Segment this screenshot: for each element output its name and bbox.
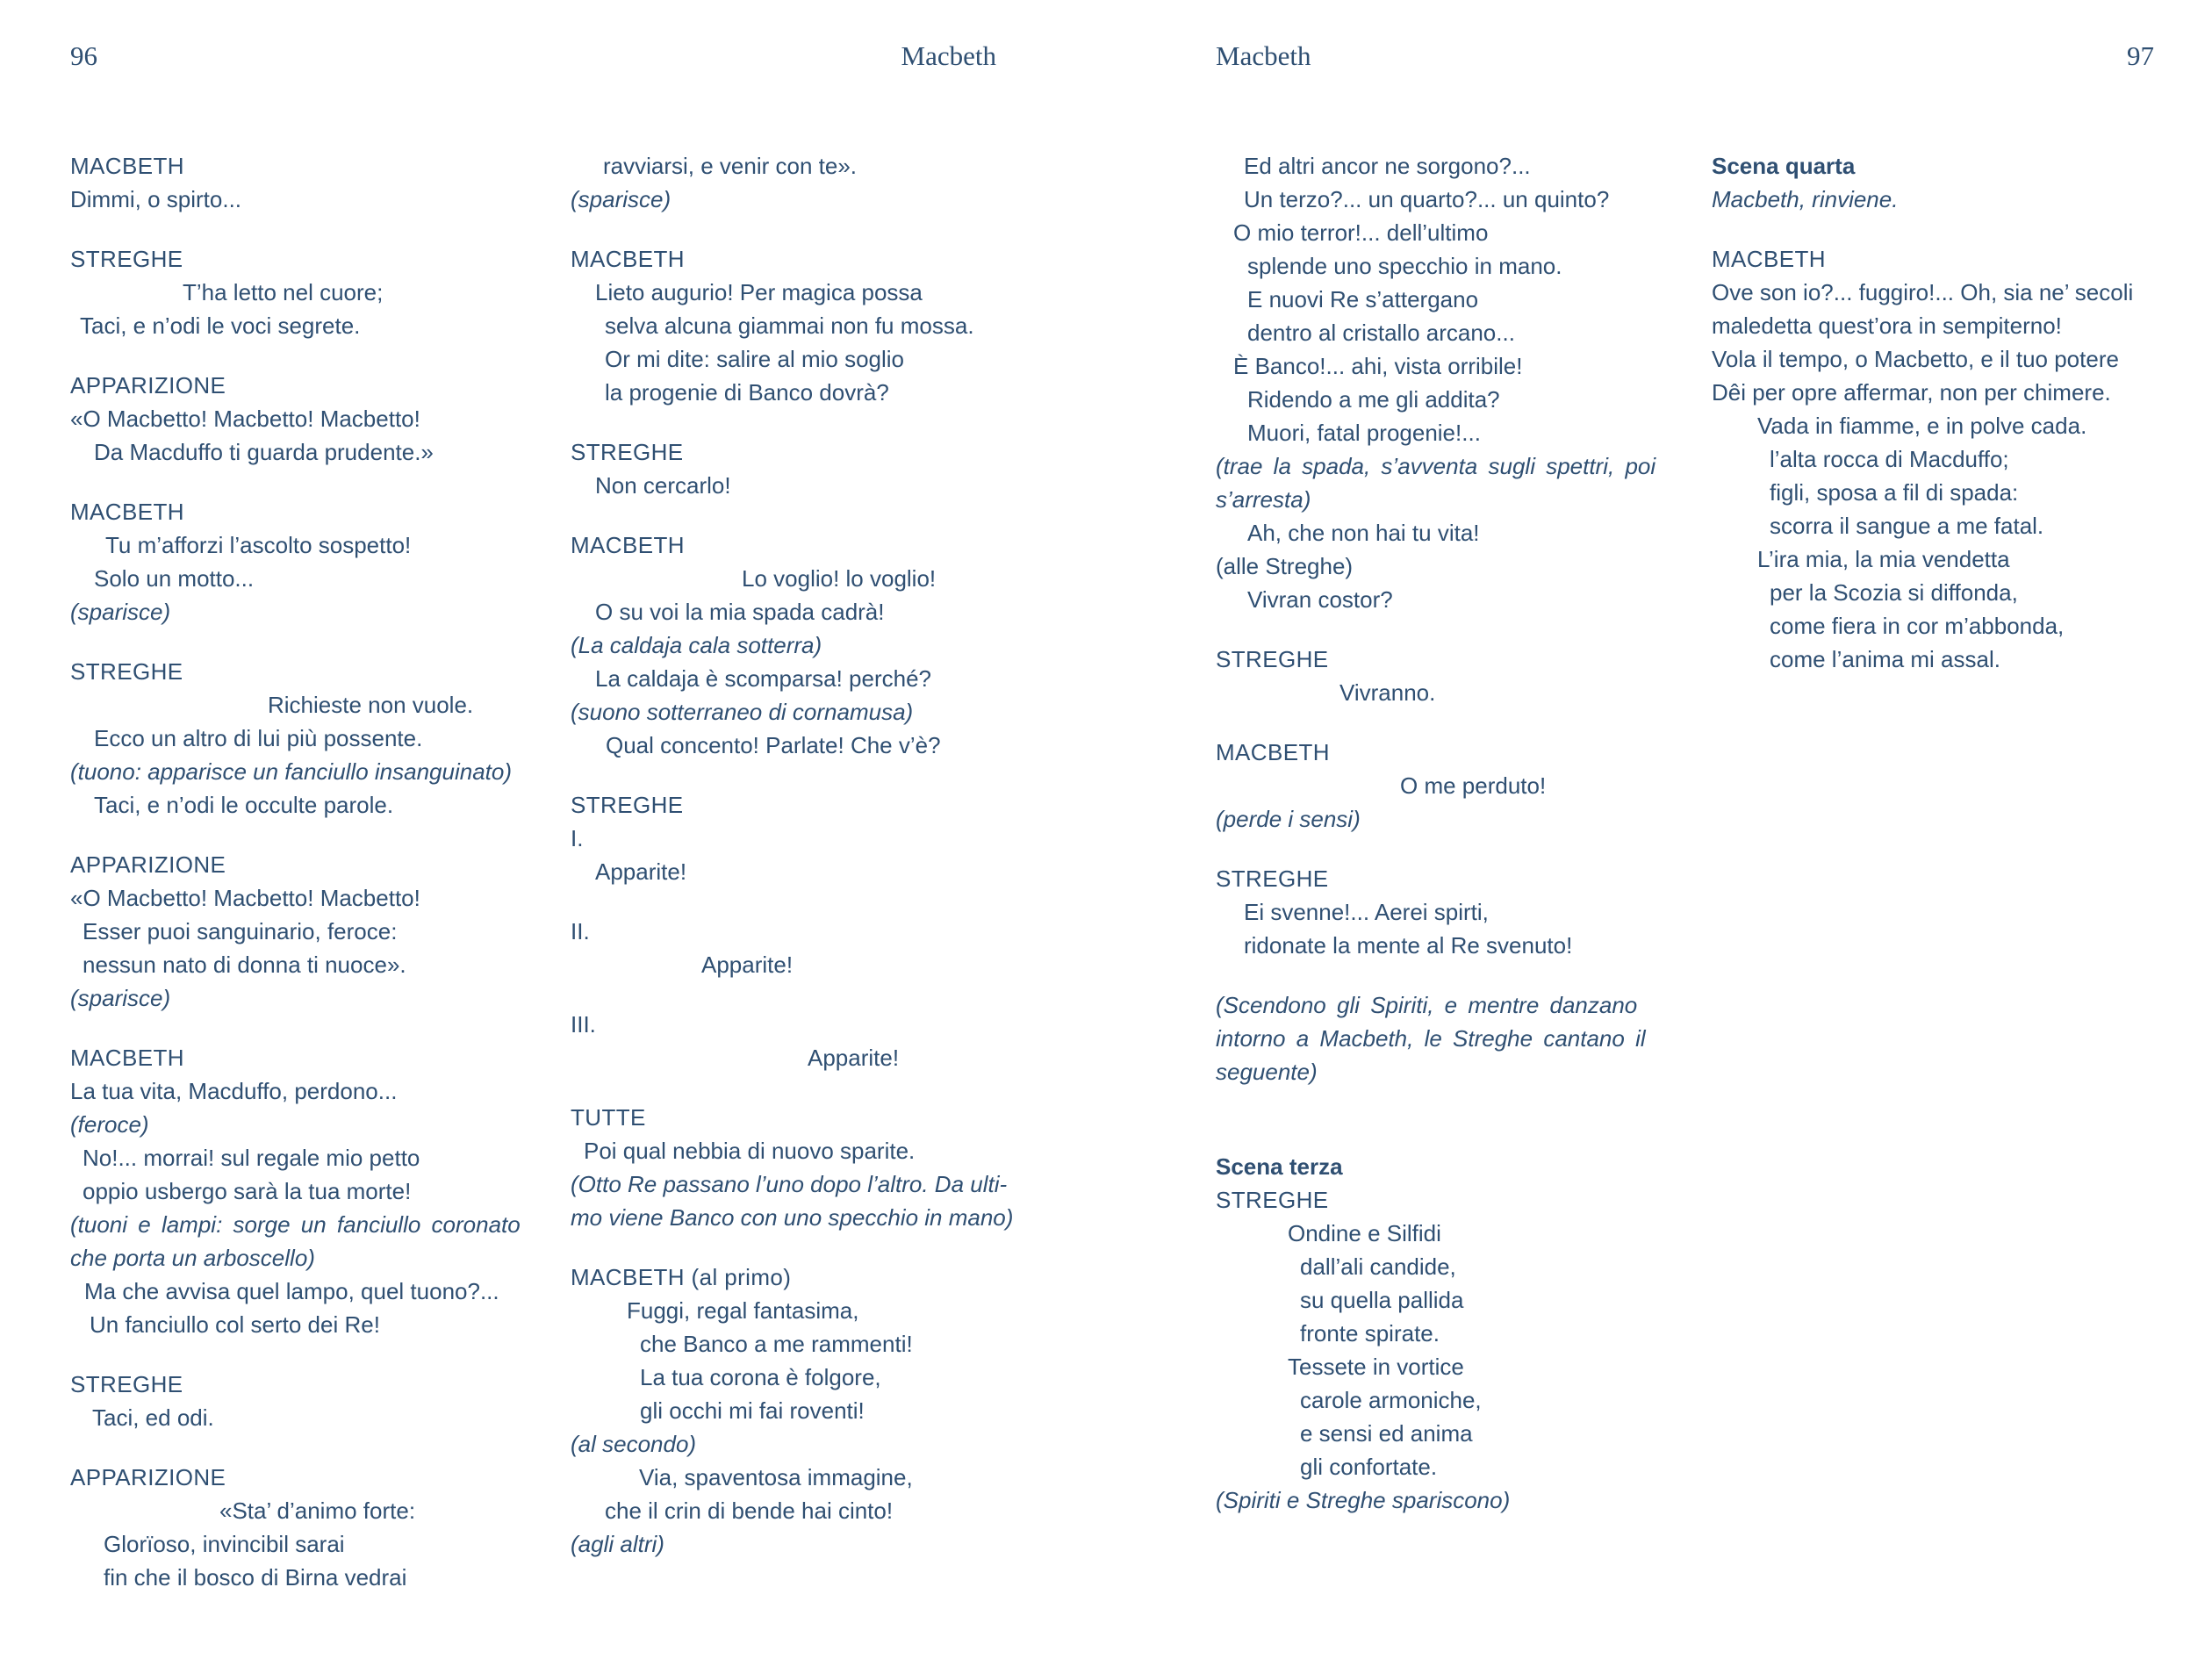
text-line: APPARIZIONE <box>70 851 226 878</box>
text-line: intorno a Macbeth, le Streghe cantano il <box>1216 1025 1646 1052</box>
text-line: Un fanciullo col serto dei Re! <box>90 1311 380 1338</box>
text-line: Ed altri ancor ne sorgono?... <box>1244 153 1531 179</box>
text-line: Muori, fatal progenie!... <box>1247 420 1481 446</box>
text-line: Apparite! <box>701 952 794 978</box>
text-line: (Scendono gli Spiriti, e mentre danzano <box>1216 992 1638 1018</box>
stanza-block <box>571 1101 1075 1234</box>
text-line: s’arresta) <box>1216 486 1311 513</box>
stanza-block <box>70 1041 549 1341</box>
text-line: Dêi per opre affermar, non per chimere. <box>1712 379 2111 406</box>
text-line: come fiera in cor m’abbonda, <box>1770 613 2065 639</box>
text-line: Apparite! <box>808 1045 900 1071</box>
text-line: (tuono: apparisce un fanciullo insanguinato) <box>70 758 513 785</box>
text-line: Ah, che non hai tu vita! <box>1247 520 1480 546</box>
text-line: Vivran costor? <box>1247 586 1393 613</box>
text-line: per la Scozia si diffonda, <box>1770 579 2018 606</box>
text-line: STREGHE <box>70 246 183 272</box>
text-line: (al secondo) <box>571 1431 697 1457</box>
text-line: carole armoniche, <box>1300 1387 1482 1413</box>
text-line: MACBETH <box>571 532 685 558</box>
left-page-column-2 <box>571 149 1075 1587</box>
text-line: STREGHE <box>1216 1187 1329 1213</box>
text-line: (La caldaja cala sotterra) <box>571 632 822 658</box>
text-line: selva alcuna giammai non fu mossa. <box>605 312 974 339</box>
stanza-block <box>571 528 1075 762</box>
stanza-block <box>70 242 549 342</box>
text-line: dentro al cristallo arcano... <box>1247 320 1515 346</box>
text-line: l’alta rocca di Macduffo; <box>1770 446 2009 472</box>
text-line: gli occhi mi fai roventi! <box>640 1397 865 1424</box>
text-line: T’ha letto nel cuore; <box>183 279 384 305</box>
stanza-block <box>1216 736 1694 836</box>
text-line: Via, spaventosa immagine, <box>639 1464 913 1490</box>
stanza-block <box>571 242 1075 409</box>
text-line: (sparisce) <box>70 599 171 625</box>
stanza-block <box>70 655 549 822</box>
text-line: su quella pallida <box>1300 1287 1464 1313</box>
stanza-block <box>571 1008 1075 1074</box>
running-head-left: Macbeth <box>901 40 996 71</box>
text-line: che il crin di bende hai cinto! <box>605 1497 894 1524</box>
text-line: Ondine e Silfidi <box>1288 1220 1441 1246</box>
text-line: O su voi la mia spada cadrà! <box>595 599 885 625</box>
text-line: APPARIZIONE <box>70 1464 226 1490</box>
stanza-block <box>571 435 1075 502</box>
text-line: Ma che avvisa quel lampo, quel tuono?... <box>84 1278 499 1304</box>
text-line: Taci, e n’odi le voci segrete. <box>80 312 361 339</box>
text-line: La tua corona è folgore, <box>640 1364 881 1390</box>
text-line: Vivranno. <box>1339 679 1436 706</box>
text-line: Macbeth, rinviene. <box>1712 186 1899 212</box>
text-line: Taci, ed odi. <box>92 1404 214 1431</box>
text-line: maledetta quest’ora in sempiterno! <box>1712 312 2062 339</box>
text-line: Ei svenne!... Aerei spirti, <box>1244 899 1489 925</box>
text-line: figli, sposa a fil di spada: <box>1770 479 2019 506</box>
text-line: Non cercarlo! <box>595 472 731 499</box>
text-line: Un terzo?... un quarto?... un quinto? <box>1244 186 1610 212</box>
text-line: Da Macduffo ti guarda prudente.» <box>94 439 434 465</box>
text-line: MACBETH <box>70 1045 184 1071</box>
text-line: Esser puoi sanguinario, feroce: <box>83 918 398 944</box>
text-line: Qual concento! Parlate! Che v’è? <box>606 732 941 758</box>
text-line: STREGHE <box>70 1371 183 1397</box>
text-line: III. <box>571 1011 596 1038</box>
text-line: Scena quarta <box>1712 153 1856 179</box>
text-line: gli confortate. <box>1300 1454 1438 1480</box>
text-line: oppio usbergo sarà la tua morte! <box>83 1178 412 1204</box>
page-number-right: 97 <box>2127 40 2154 71</box>
stanza-block <box>70 369 549 469</box>
text-line: dall’ali candide, <box>1300 1253 1456 1280</box>
text-line: MACBETH <box>70 153 184 179</box>
text-line: STREGHE <box>1216 646 1329 672</box>
right-page-column-1 <box>1216 149 1694 1543</box>
text-line: MACBETH (al primo) <box>571 1264 792 1290</box>
text-line: (alle Streghe) <box>1216 553 1354 579</box>
text-line: La tua vita, Macduffo, perdono... <box>70 1078 398 1104</box>
text-line: MACBETH <box>571 246 685 272</box>
text-line: Apparite! <box>595 858 687 885</box>
text-line: ravviarsi, e venir con te». <box>603 153 858 179</box>
text-line: STREGHE <box>571 792 684 818</box>
text-line: II. <box>571 918 590 944</box>
text-line: APPARIZIONE <box>70 372 226 399</box>
text-line: O mio terror!... dell’ultimo <box>1233 219 1489 246</box>
text-line: Richieste non vuole. <box>268 692 474 718</box>
stanza-block <box>1712 149 2203 216</box>
text-line: (tuoni e lampi: sorge un fanciullo coronato <box>70 1211 521 1238</box>
text-line: No!... morrai! sul regale mio petto <box>83 1145 420 1171</box>
text-line: STREGHE <box>70 658 183 685</box>
text-line: come l’anima mi assal. <box>1770 646 2000 672</box>
stanza-block <box>1216 1150 1694 1517</box>
text-line: fin che il bosco di Birna vedrai <box>104 1564 407 1591</box>
stanza-block <box>70 1368 549 1434</box>
text-line: Tessete in vortice <box>1288 1354 1464 1380</box>
text-line: Ridendo a me gli addita? <box>1247 386 1500 413</box>
left-page-column-1 <box>70 149 549 1620</box>
text-line: L’ira mia, la mia vendetta <box>1757 546 2010 572</box>
text-line: MACBETH <box>1216 739 1330 765</box>
text-line: «O Macbetto! Macbetto! Macbetto! <box>70 406 420 432</box>
stanza-block <box>571 915 1075 981</box>
text-line: «O Macbetto! Macbetto! Macbetto! <box>70 885 420 911</box>
text-line: (Spiriti e Streghe spariscono) <box>1216 1487 1511 1513</box>
stanza-block <box>1216 149 1694 616</box>
text-line: Ove son io?... fuggiro!... Oh, sia ne’ secoli <box>1712 279 2134 305</box>
text-line: È Banco!... ahi, vista orribile! <box>1233 353 1523 379</box>
text-line: O me perduto! <box>1400 772 1547 799</box>
text-line: MACBETH <box>70 499 184 525</box>
running-head-right: Macbeth <box>1216 40 1311 71</box>
stanza-block <box>70 1461 549 1594</box>
stanza-block <box>571 149 1075 216</box>
text-line: nessun nato di donna ti nuoce». <box>83 952 406 978</box>
text-line: Vola il tempo, o Macbetto, e il tuo potere <box>1712 346 2119 372</box>
text-line: che Banco a me rammenti! <box>640 1331 913 1357</box>
text-line: TUTTE <box>571 1104 646 1131</box>
text-line: seguente) <box>1216 1059 1318 1085</box>
text-line: ridonate la mente al Re svenuto! <box>1244 932 1573 959</box>
text-line: Solo un motto... <box>94 565 255 592</box>
text-line: che porta un arboscello) <box>70 1245 315 1271</box>
text-line: Vada in fiamme, e in polve cada. <box>1757 413 2087 439</box>
text-line: splende uno specchio in mano. <box>1247 253 1562 279</box>
text-line: la progenie di Banco dovrà? <box>605 379 889 406</box>
stanza-block <box>1216 988 1694 1088</box>
text-line: Or mi dite: salire al mio soglio <box>605 346 904 372</box>
text-line: Lieto augurio! Per magica possa <box>595 279 923 305</box>
text-line: Scena terza <box>1216 1153 1343 1180</box>
text-line: Lo voglio! lo voglio! <box>742 565 937 592</box>
stanza-block <box>1216 643 1694 709</box>
text-line: (Otto Re passano l’uno dopo l’altro. Da ulti- <box>571 1171 1008 1197</box>
text-line: Glorïoso, invincibil sarai <box>104 1531 345 1557</box>
text-line: scorra il sangue a me fatal. <box>1770 513 2044 539</box>
stanza-block <box>571 1260 1075 1561</box>
text-line: mo viene Banco con uno specchio in mano) <box>571 1204 1014 1231</box>
stanza-block <box>571 788 1075 888</box>
text-line: I. <box>571 825 584 851</box>
page-number-left: 96 <box>70 40 97 71</box>
stanza-block <box>1712 242 2203 676</box>
stanza-block <box>70 149 549 216</box>
text-line: e sensi ed anima <box>1300 1420 1473 1447</box>
stanza-block <box>1216 862 1694 962</box>
text-line: STREGHE <box>571 439 684 465</box>
text-line: Fuggi, regal fantasima, <box>627 1297 859 1324</box>
text-line: (sparisce) <box>70 985 171 1011</box>
text-line: E nuovi Re s’attergano <box>1247 286 1479 312</box>
text-line: La caldaja è scomparsa! perché? <box>595 665 932 692</box>
stanza-block <box>70 495 549 628</box>
text-line: MACBETH <box>1712 246 1826 272</box>
text-line: Tu m’afforzi l’ascolto sospetto! <box>105 532 412 558</box>
text-line: (perde i sensi) <box>1216 806 1361 832</box>
text-line: (suono sotterraneo di cornamusa) <box>571 699 914 725</box>
text-line: (agli altri) <box>571 1531 664 1557</box>
text-line: Taci, e n’odi le occulte parole. <box>94 792 394 818</box>
text-line: (trae la spada, s’avventa sugli spettri, poi <box>1216 453 1656 479</box>
text-line: fronte spirate. <box>1300 1320 1440 1347</box>
text-line: STREGHE <box>1216 865 1329 892</box>
text-line: «Sta’ d’animo forte: <box>219 1497 416 1524</box>
text-line: Dimmi, o spirto... <box>70 186 242 212</box>
right-page-column-2 <box>1712 149 2203 702</box>
stanza-block <box>70 848 549 1015</box>
text-line: (sparisce) <box>571 186 672 212</box>
text-line: Poi qual nebbia di nuovo sparite. <box>584 1138 916 1164</box>
text-line: (feroce) <box>70 1111 149 1138</box>
text-line: Ecco un altro di lui più possente. <box>94 725 423 751</box>
